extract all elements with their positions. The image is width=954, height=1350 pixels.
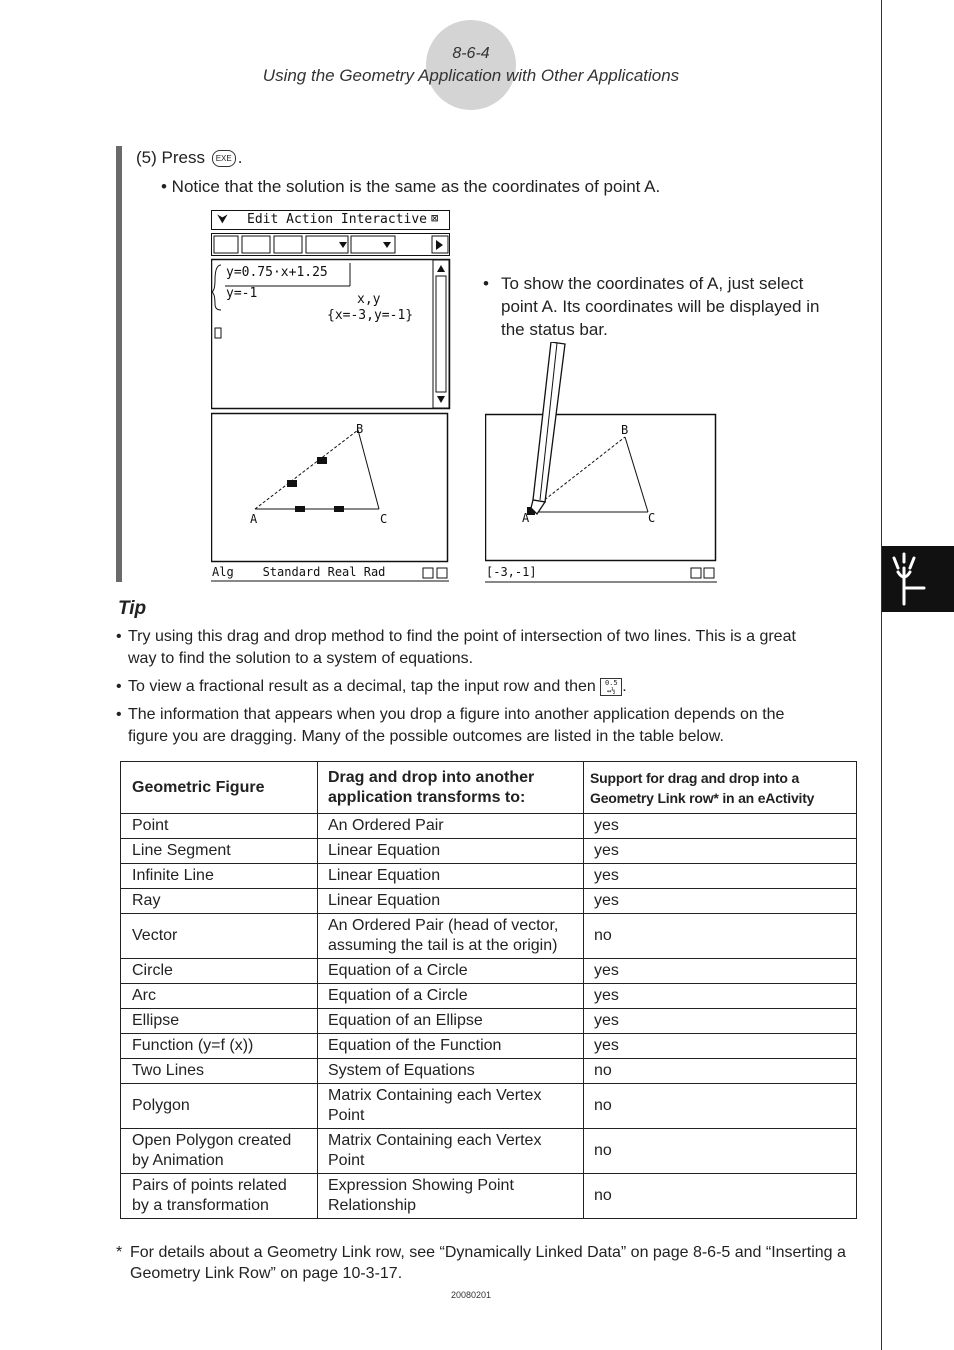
print-code: 20080201 [450,1290,492,1300]
step-suffix: . [237,148,243,167]
chapter-title: Using the Geometry Application with Other Applications [262,66,680,85]
support-cell: yes [584,959,857,984]
vertex-label-a: A [250,512,258,526]
calculator-screen-right [485,342,719,584]
table-row [121,1129,857,1174]
tip-bullet: • [116,678,122,695]
transform-cell: Matrix Containing each Vertex Point [318,1129,584,1174]
support-cell: no [584,1174,857,1219]
transform-cell: Equation of an Ellipse [318,1009,584,1034]
figure-cell: Ray [121,889,318,914]
support-cell: no [584,1129,857,1174]
tip-item-2 [116,676,866,698]
step-note: • Notice that the solution is the same as the coordinates of point A. [161,177,661,196]
calc-menu-bar[interactable]: Edit Action Interactive [247,212,428,227]
figure-cell: Circle [121,959,318,984]
figure-cell: Point [121,814,318,839]
support-cell: yes [584,889,857,914]
right-vertex-label-b: B [621,423,629,437]
table-row [121,864,857,889]
geometry-drag-drop-table [120,761,857,1219]
figure-cell: Infinite Line [121,864,318,889]
transform-cell: An Ordered Pair (head of vector, assuming the tail is at the origin) [318,914,584,959]
tip-item-3 [116,704,866,748]
side-note-line-3: the status bar. [501,320,608,339]
transform-cell: Expression Showing Point Relationship [318,1174,584,1219]
header-transforms-to: Drag and drop into another application transforms to: [318,762,584,814]
page-number: 8-6-4 [452,45,490,62]
transform-cell: Equation of a Circle [318,984,584,1009]
footnote [116,1242,876,1284]
footnote-text: For details about a Geometry Link row, see “Dynamically Linked Data” on page 8-6-5 and “Inserting a Geometry Link Row” on page 10-3-17. [130,1244,846,1282]
decimal-toggle-icon: 0.5 ↔½ [600,678,622,696]
solve-result: {x=-3,y=-1} [327,308,414,323]
step-side-bar [116,146,122,582]
chapter-side-tab [882,546,954,612]
support-cell: yes [584,839,857,864]
equation-line-1: y=0.75·x+1.25 [226,265,328,280]
equation-line-2: y=-1 [226,286,258,301]
table-row [121,914,857,959]
tip-item-2-suffix: . [622,678,627,695]
table-row [121,1034,857,1059]
support-cell: no [584,1084,857,1129]
figure-cell: Line Segment [121,839,318,864]
geometry-tab-icon [882,546,954,612]
header-circle-decoration [426,20,516,110]
transform-cell: An Ordered Pair [318,814,584,839]
table-row [121,1174,857,1219]
figure-cell: Function (y=f (x)) [121,1034,318,1059]
transform-cell: Linear Equation [318,864,584,889]
transform-cell: Matrix Containing each Vertex Point [318,1084,584,1129]
tip-item-3-line-1: The information that appears when you drop a figure into another application depends on the [128,706,785,723]
footnote-mark: * [116,1244,123,1261]
tip-item-1-line-1: Try using this drag and drop method to find the point of intersection of two lines. This is a great [128,628,796,645]
figure-cell: Open Polygon created by Animation [121,1129,318,1174]
support-cell: yes [584,864,857,889]
support-cell: no [584,914,857,959]
tip-bullet: • [116,628,122,645]
figure-cell: Pairs of points related by a transformation [121,1174,318,1219]
figure-cell: Ellipse [121,1009,318,1034]
transform-cell: Linear Equation [318,889,584,914]
header-geometric-figure: Geometric Figure [121,762,318,814]
step-5 [136,148,242,168]
table-header-row [121,762,857,814]
transform-cell: Equation of the Function [318,1034,584,1059]
vertex-label-b: B [356,422,364,436]
support-cell: yes [584,984,857,1009]
right-vertex-label-c: C [648,511,656,525]
close-icon[interactable]: ⊠ [431,211,439,225]
table-row [121,1084,857,1129]
tip-item-2-text: To view a fractional result as a decimal, tap the input row and then [128,678,596,695]
side-note-bullet: • [483,274,489,293]
table-row [121,814,857,839]
variables: x,y [357,292,381,307]
right-margin-rule [881,0,882,1350]
vertex-label-c: C [380,512,388,526]
tip-bullet: • [116,706,122,723]
transform-cell: System of Equations [318,1059,584,1084]
right-vertex-label-a: A [522,511,530,525]
table-row [121,1059,857,1084]
tip-item-1 [116,626,866,670]
support-cell: yes [584,1009,857,1034]
figure-cell: Arc [121,984,318,1009]
transform-cell: Equation of a Circle [318,959,584,984]
coordinate-status: [-3,-1] [486,565,537,579]
support-cell: yes [584,814,857,839]
support-cell: yes [584,1034,857,1059]
figure-cell: Polygon [121,1084,318,1129]
figure-cell: Vector [121,914,318,959]
table-row [121,959,857,984]
transform-cell: Linear Equation [318,839,584,864]
exe-key-icon: EXE [212,150,236,167]
tip-item-3-line-2: figure you are dragging. Many of the possible outcomes are listed in the table below. [128,728,724,745]
table-row [121,889,857,914]
side-note-line-1: To show the coordinates of A, just select [501,274,804,293]
table-row [121,1009,857,1034]
table-row [121,984,857,1009]
support-cell: no [584,1059,857,1084]
geometry-window [485,342,719,584]
tip-heading: Tip [118,598,147,619]
table-row [121,839,857,864]
calculator-screen-left [211,210,451,584]
menu-icon[interactable]: ⮟ [217,212,229,227]
tip-item-1-line-2: way to find the solution to a system of equations. [128,650,474,667]
status-bar-text: Alg Standard Real Rad [212,565,386,579]
header-geometry-link-support: Support for drag and drop into a Geometry Link row* in an eActivity [584,762,857,814]
step-label: (5) Press [136,148,205,167]
figure-cell: Two Lines [121,1059,318,1084]
side-note-line-2: point A. Its coordinates will be displayed in [501,297,820,316]
